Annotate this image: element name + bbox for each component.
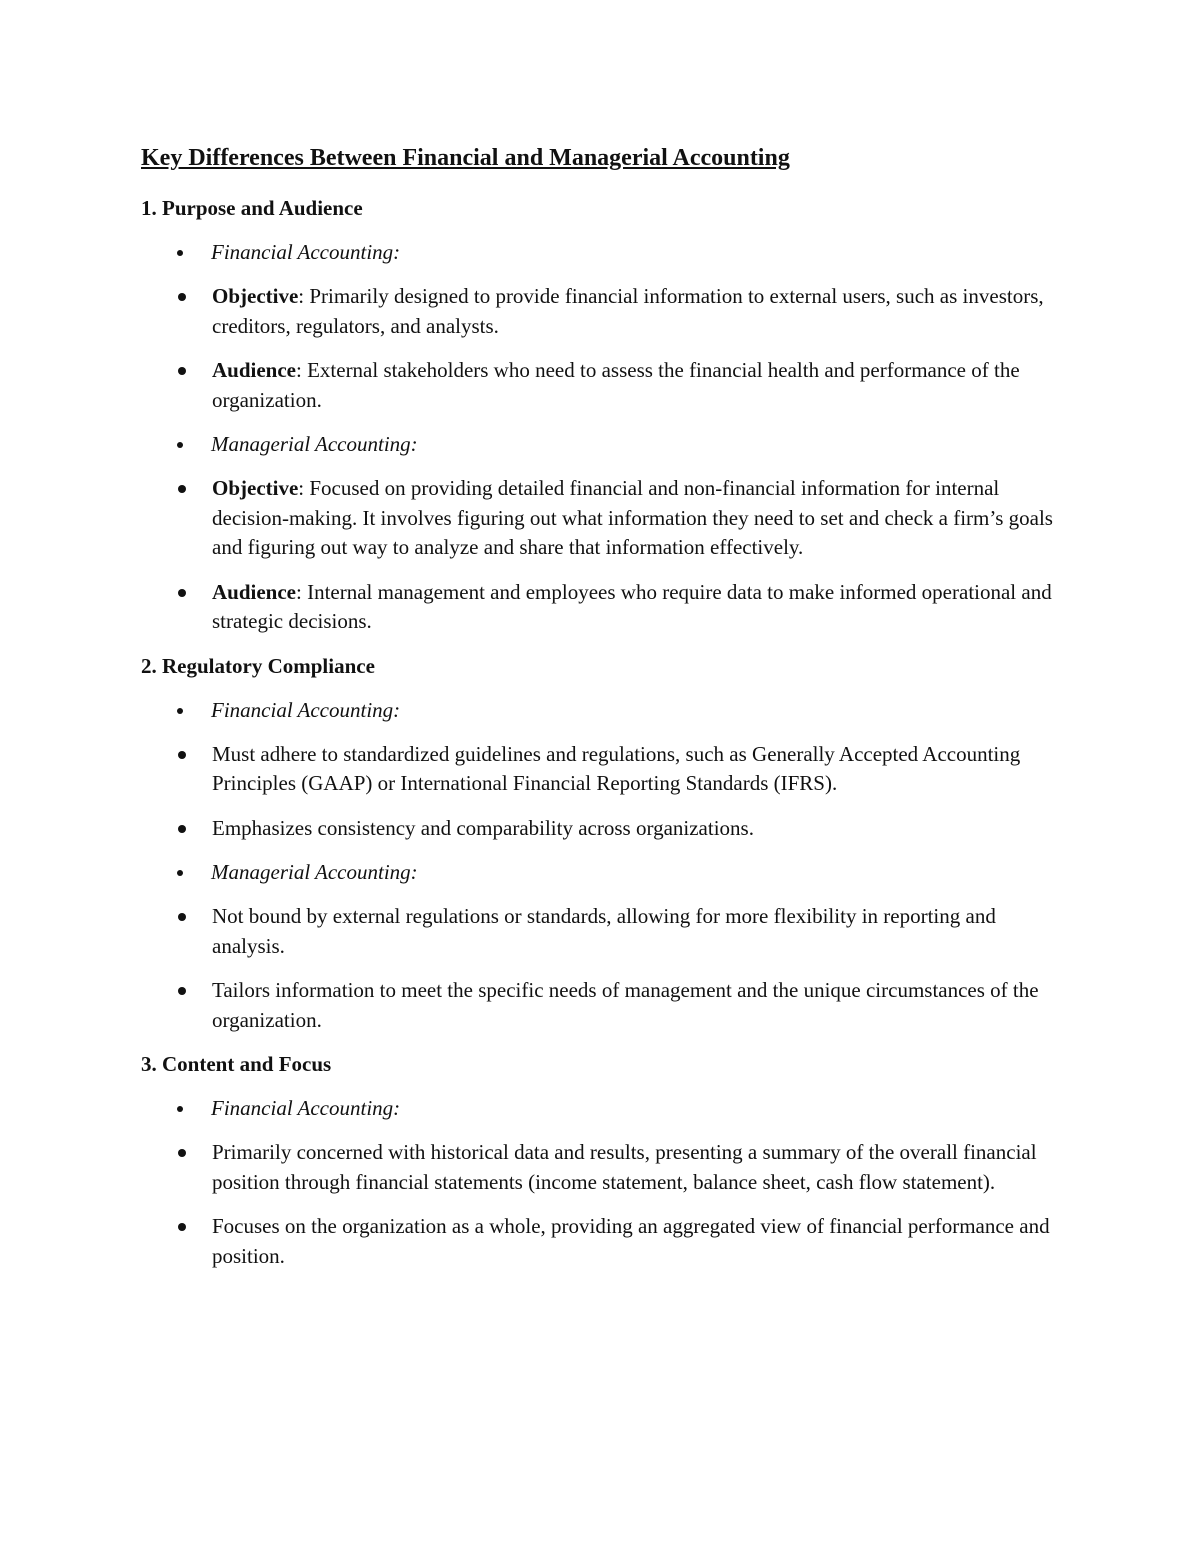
list-item xyxy=(141,902,1071,961)
bullet-icon xyxy=(178,485,186,493)
bullet-icon xyxy=(177,250,183,256)
section-heading: 2. Regulatory Compliance xyxy=(141,653,375,678)
subsection-financial xyxy=(141,238,1071,266)
item-text: : Focused on providing detailed financial and non-financial information for internal decision-making. It involves figuring out what information they need to set and check a firm’s goals and figuring out way to analyze and share that information effectively. xyxy=(212,476,1053,559)
list-item xyxy=(141,814,1071,844)
item-text: Not bound by external regulations or standards, allowing for more flexibility in reporting and analysis. xyxy=(212,904,996,958)
section-heading: 1. Purpose and Audience xyxy=(141,196,363,220)
item-term: Objective xyxy=(212,476,299,500)
bullet-icon xyxy=(178,589,186,597)
subsection-financial xyxy=(141,696,1071,724)
subsection-label: Financial Accounting: xyxy=(211,1096,401,1120)
list-item xyxy=(141,282,1071,341)
list-item xyxy=(141,976,1071,1035)
list-item xyxy=(141,1138,1071,1197)
subsection-financial xyxy=(141,1094,1071,1122)
list-item xyxy=(141,1212,1071,1271)
item-text: Must adhere to standardized guidelines and regulations, such as Generally Accepted Accounting Principles (GAAP) or International Financial Reporting Standards (IFRS). xyxy=(212,741,1021,795)
item-text: : Primarily designed to provide financial information to external users, such as investors, creditors, regulators, and analysts. xyxy=(212,284,1044,338)
item-term: Audience xyxy=(212,358,296,382)
item-text: : External stakeholders who need to assess the financial health and performance of the organization. xyxy=(212,358,1020,412)
bullet-icon xyxy=(178,293,186,301)
subsection-managerial xyxy=(141,430,1071,458)
subsection-managerial xyxy=(141,858,1071,886)
bullet-icon xyxy=(178,913,186,921)
list-item xyxy=(141,356,1071,415)
section-content-focus xyxy=(141,1050,1071,1271)
section-purpose-audience xyxy=(141,194,1071,637)
bullet-icon xyxy=(177,1106,183,1112)
subsection-label: Financial Accounting: xyxy=(211,240,401,264)
document-title: Key Differences Between Financial and Managerial Accounting xyxy=(141,145,790,171)
bullet-icon xyxy=(177,442,183,448)
list-item xyxy=(141,474,1071,563)
bullet-icon xyxy=(178,1223,186,1231)
bullet-icon xyxy=(178,1149,186,1157)
item-text: Tailors information to meet the specific needs of management and the unique circumstances of the organization. xyxy=(212,978,1039,1032)
section-heading: 3. Content and Focus xyxy=(141,1052,332,1076)
subsection-label: Managerial Accounting: xyxy=(211,860,418,884)
bullet-icon xyxy=(178,987,186,995)
list-item xyxy=(141,740,1071,799)
item-text: Focuses on the organization as a whole, providing an aggregated view of financial performance and position. xyxy=(212,1214,1050,1268)
item-term: Audience xyxy=(212,579,296,604)
bullet-icon xyxy=(178,751,186,759)
item-text: : Internal management and employees who require data to make informed operational and strategic decisions. xyxy=(212,579,1052,633)
item-term: Objective xyxy=(212,284,299,308)
bullet-icon xyxy=(178,367,186,375)
list-item xyxy=(141,578,1071,637)
item-text: Primarily concerned with historical data and results, presenting a summary of the overall financial position through financial statements (income statement, balance sheet, cash flow statement). xyxy=(212,1140,1037,1194)
bullet-icon xyxy=(177,708,183,714)
item-text: Emphasizes consistency and comparability across organizations. xyxy=(212,815,754,840)
bullet-icon xyxy=(178,825,186,833)
section-regulatory-compliance xyxy=(141,652,1071,1036)
subsection-label: Financial Accounting: xyxy=(211,697,401,722)
document-page xyxy=(141,138,1071,1286)
subsection-label: Managerial Accounting: xyxy=(211,432,418,456)
bullet-icon xyxy=(177,870,183,876)
